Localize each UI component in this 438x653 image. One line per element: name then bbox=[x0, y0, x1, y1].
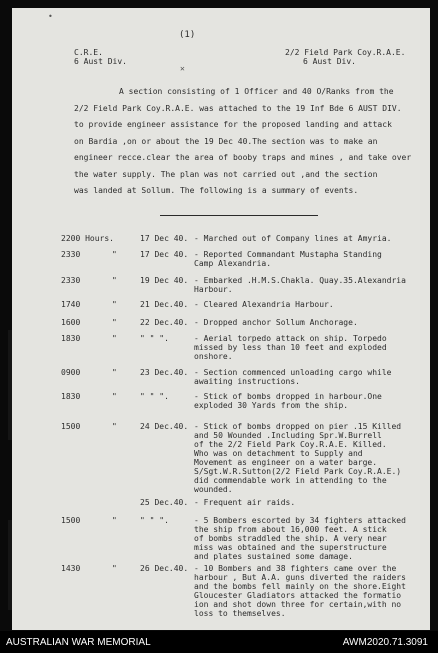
event-date: 17 Dec 40. bbox=[140, 234, 189, 243]
page-number: (1) bbox=[179, 30, 196, 40]
event-date: 26 Dec.40. bbox=[140, 564, 189, 573]
event-date: " " ". bbox=[140, 392, 169, 401]
event-time: 2330 bbox=[61, 276, 81, 285]
event-time: 2200 Hours. bbox=[61, 234, 114, 243]
event-text-line: harbour , But A.A. guns diverted the raiders bbox=[194, 573, 406, 582]
event-ditto-mark: " bbox=[112, 318, 117, 327]
event-text-line: Who was on detachment to Supply and bbox=[194, 449, 363, 458]
event-date: 19 Dec 40. bbox=[140, 276, 189, 285]
intro-line: was landed at Sollum. The following is a summary of events. bbox=[74, 186, 359, 195]
intro-line: 2/2 Field Park Coy.R.A.E. was attached to the 19 Inf Bde 6 AUST DIV. bbox=[74, 103, 402, 113]
section-divider bbox=[160, 215, 318, 216]
punch-mark: • bbox=[48, 12, 53, 21]
event-ditto-mark: " bbox=[112, 516, 117, 525]
event-time: 1500 bbox=[61, 516, 81, 525]
event-text-line: awaiting instructions. bbox=[194, 377, 300, 386]
event-text-line: - Stick of bombs dropped in harbour.One bbox=[194, 392, 382, 401]
event-time: 0900 bbox=[61, 368, 81, 377]
event-time: 1830 bbox=[61, 392, 81, 401]
event-text-line: of the 2/2 Field Park Coy.R.A.E. Killed. bbox=[194, 440, 387, 449]
event-date: " " ". bbox=[140, 516, 169, 525]
event-text-line: Camp Alexandria. bbox=[194, 259, 272, 268]
event-ditto-mark: " bbox=[112, 368, 117, 377]
event-date: 17 Dec 40. bbox=[140, 250, 189, 259]
intro-line: A section consisting of 1 Officer and 40 O/Ranks from the bbox=[119, 87, 394, 96]
event-text-line: wounded. bbox=[194, 485, 233, 494]
event-ditto-mark: " bbox=[112, 564, 117, 573]
event-text-line: did commendable work in attending to the bbox=[194, 476, 387, 485]
event-text-line: onshore. bbox=[194, 352, 233, 361]
event-text-line: - Stick of bombs dropped on pier .15 Killed bbox=[194, 422, 402, 431]
event-text-line: - Section commenced unloading cargo while bbox=[194, 368, 392, 377]
event-text-line: S/Sgt.W.R.Sutton(2/2 Field Park Coy.R.A.E.) bbox=[194, 467, 402, 476]
intro-line: on Bardia ,on or about the 19 Dec 40.The section was to make an bbox=[74, 136, 378, 146]
event-text-line: of bombs straddled the ship. A very near bbox=[194, 534, 387, 543]
event-ditto-mark: " bbox=[112, 422, 117, 431]
header-right-line2: 6 Aust Div. bbox=[303, 57, 356, 66]
punch-mark: ✕ bbox=[180, 64, 185, 73]
event-date: 24 Dec.40. bbox=[140, 422, 189, 431]
event-text-line: - Reported Commandant Mustapha Standing bbox=[194, 250, 382, 259]
event-ditto-mark: " bbox=[112, 276, 117, 285]
event-text-line: and plates sustained some damage. bbox=[194, 552, 353, 561]
event-date: 23 Dec.40. bbox=[140, 368, 189, 377]
event-text-line: exploded 30 Yards from the ship. bbox=[194, 401, 349, 410]
intro-line: the water supply. The plan was not carried out ,and the section bbox=[74, 169, 378, 179]
event-text-line: - 5 Bombers escorted by 34 fighters attacked bbox=[194, 516, 406, 525]
event-text-line: - Aerial torpedo attack on ship. Torpedo bbox=[194, 334, 387, 343]
event-time: 1740 bbox=[61, 300, 81, 309]
event-text-line: - Frequent air raids. bbox=[194, 498, 296, 507]
event-ditto-mark: " bbox=[112, 300, 117, 309]
event-time: 2330 bbox=[61, 250, 81, 259]
event-ditto-mark: " bbox=[112, 250, 117, 259]
event-ditto-mark: " bbox=[112, 392, 117, 401]
event-text-line: - Dropped anchor Sollum Anchorage. bbox=[194, 318, 358, 327]
header-right-line1: 2/2 Field Park Coy.R.A.E. bbox=[285, 48, 406, 57]
event-time: 1500 bbox=[61, 422, 81, 431]
event-time: 1430 bbox=[61, 564, 81, 573]
event-text-line: ion and shot down three for certain,with no bbox=[194, 600, 402, 609]
event-text-line: miss was obtained and the superstructure bbox=[194, 543, 387, 552]
event-text-line: - Embarked .H.M.S.Chakla. Quay.35.Alexandria bbox=[194, 276, 406, 285]
footer-bar bbox=[0, 631, 438, 653]
event-time: 1830 bbox=[61, 334, 81, 343]
event-text-line: the ship from about 16,000 feet. A stick bbox=[194, 525, 387, 534]
intro-line: engineer recce.clear the area of booby traps and mines , and take over bbox=[74, 153, 412, 162]
event-text-line: - Marched out of Company lines at Amyria. bbox=[194, 234, 392, 243]
intro-line: to provide engineer assistance for the proposed landing and attack bbox=[74, 120, 392, 129]
event-text-line: - Cleared Alexandria Harbour. bbox=[194, 300, 334, 309]
footer-accession-number: AWM2020.71.3091 bbox=[342, 637, 428, 648]
event-text-line: Movement as engineer on a water barge. bbox=[194, 458, 378, 467]
document-page bbox=[12, 8, 430, 630]
footer-credit: AUSTRALIAN WAR MEMORIAL bbox=[6, 637, 151, 648]
header-left-line2: 6 Aust Div. bbox=[74, 57, 127, 66]
event-text-line: Gloucester Gladiators attacked the formatio bbox=[194, 591, 402, 600]
event-text-line: and 50 Wounded .Including Spr.W.Burrell bbox=[194, 431, 382, 440]
event-date: " " ". bbox=[140, 334, 169, 343]
event-date: 22 Dec.40. bbox=[140, 318, 189, 327]
event-text-line: - 10 Bombers and 38 fighters came over the bbox=[194, 564, 397, 573]
header-left-line1: C.R.E. bbox=[74, 48, 103, 57]
event-date: 21 Dec.40. bbox=[140, 300, 189, 309]
event-text-line: missed by less than 10 feet and exploded bbox=[194, 343, 387, 352]
event-text-line: Harbour. bbox=[194, 285, 233, 294]
event-text-line: loss to themselves. bbox=[194, 609, 286, 618]
event-date: 25 Dec.40. bbox=[140, 498, 189, 507]
event-text-line: and the bombs fell mainly on the shore.Eight bbox=[194, 582, 406, 591]
event-ditto-mark: " bbox=[112, 334, 117, 343]
event-time: 1600 bbox=[61, 318, 81, 327]
